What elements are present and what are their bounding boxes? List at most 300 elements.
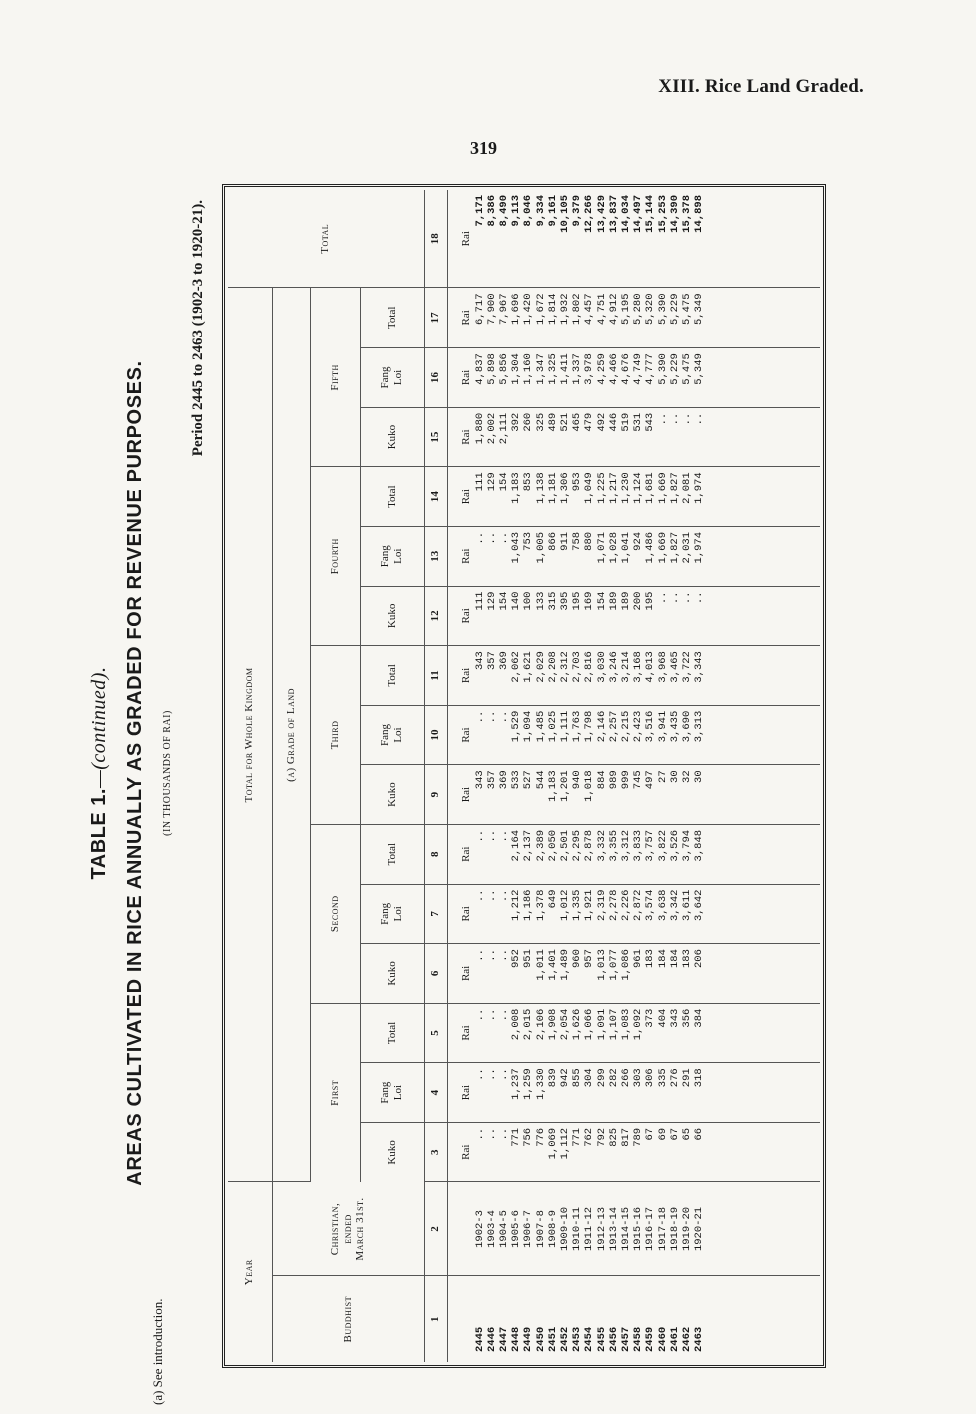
- table-cell: ..: [498, 710, 511, 724]
- table-cell: 1,028: [607, 531, 620, 564]
- page-number: 319: [470, 138, 497, 158]
- table-cell: 2452: [559, 1326, 572, 1352]
- table-cell: 1,798: [583, 710, 596, 743]
- table-cell: 3,168: [632, 651, 645, 683]
- table-cell: 140: [510, 591, 523, 611]
- table-cell: 2449: [522, 1326, 535, 1352]
- header-total-kingdom: Total for Whole Kingdom: [228, 288, 272, 1182]
- table-cell: 9,334: [534, 195, 547, 227]
- table-cell: ..: [485, 1068, 498, 1081]
- table-cell: 1,083: [620, 1008, 633, 1041]
- unit-label: Rai: [447, 1063, 472, 1123]
- unit-label: Rai: [447, 824, 472, 884]
- table-cell: 792: [595, 1127, 608, 1147]
- table-cell: 756: [522, 1127, 535, 1147]
- table-cell: 1,330: [534, 1068, 547, 1100]
- table-cell: ..: [498, 949, 511, 962]
- fang-loi-line2: Loi: [392, 906, 404, 922]
- column-second-fang: [472, 884, 820, 944]
- table-cell: 3,332: [595, 829, 608, 862]
- table-cell: 2,002: [485, 412, 498, 445]
- table-cell: 2456: [607, 1326, 620, 1352]
- header-fifth-kuko: Kuko: [360, 407, 424, 467]
- unit-label: Rai: [447, 467, 472, 527]
- table-cell: 2,029: [534, 651, 547, 683]
- unit-label: Rai: [447, 1122, 472, 1182]
- table-cell: 2,081: [681, 472, 694, 504]
- table-cell: 1,306: [559, 472, 572, 504]
- table-cell: 9,379: [571, 195, 584, 227]
- fang-loi-line1: Fang: [379, 902, 392, 925]
- table-cell: 6,717: [473, 293, 486, 326]
- column-first-fang: [472, 1063, 820, 1123]
- table-cell: 1,071: [595, 531, 608, 564]
- table-cell: 1,183: [546, 770, 559, 802]
- table-cell: 2,389: [534, 829, 547, 862]
- table-cell: 1,880: [473, 412, 486, 445]
- footnote: (a) See introduction.: [150, 1298, 165, 1405]
- column-first-total: [472, 1003, 820, 1063]
- table-cell: 3,611: [681, 889, 694, 922]
- table-cell: 2462: [681, 1326, 694, 1352]
- table-cell: 3,343: [693, 651, 706, 683]
- table-cell: 1904-5: [498, 1210, 511, 1248]
- table-cell: 5,898: [485, 353, 498, 385]
- table-cell: 1,041: [620, 531, 633, 564]
- column-fourth-fang: [472, 526, 820, 586]
- table-cell: 2,278: [607, 889, 620, 922]
- table-cell: 2,106: [534, 1008, 547, 1041]
- table-cell: 3,214: [620, 651, 633, 683]
- header-year: Year: [228, 1182, 272, 1362]
- table-cell: 1,489: [559, 949, 572, 981]
- table-cell: 3,574: [644, 889, 657, 922]
- table-cell: 1,259: [522, 1068, 535, 1100]
- table-cell: ..: [485, 889, 498, 903]
- table-cell: 1,827: [668, 531, 681, 564]
- table-cell: 1,212: [510, 889, 523, 922]
- table-cell: ..: [498, 1008, 511, 1022]
- table-cell: 1,908: [546, 1008, 559, 1041]
- table-cell: 5,349: [693, 293, 706, 326]
- column-third-total: [472, 646, 820, 706]
- table-cell: 924: [632, 531, 645, 551]
- table-cell: 66: [693, 1127, 706, 1141]
- table-cell: 3,822: [656, 829, 669, 862]
- unit-label: Rai: [447, 190, 472, 288]
- header-third-total: Total: [360, 646, 424, 706]
- unit-label: Rai: [447, 1003, 472, 1063]
- table-cell: 2450: [534, 1326, 547, 1352]
- table-cell: 260: [522, 412, 535, 432]
- table-cell: 4,259: [595, 353, 608, 385]
- table-cell: 14,898: [693, 195, 706, 233]
- table-cell: 1,921: [583, 889, 596, 922]
- table-cell: 266: [620, 1068, 633, 1088]
- table-cell: 4,676: [620, 353, 633, 385]
- table-cell: 952: [510, 949, 523, 969]
- running-head: XIII. Rice Land Graded.: [658, 76, 864, 97]
- header-christian-l1: Christian,: [329, 1202, 342, 1256]
- table-cell: 789: [632, 1127, 645, 1147]
- table-cell: 2,319: [595, 889, 608, 922]
- header-third: Third: [310, 646, 360, 825]
- table-cell: 961: [632, 949, 645, 969]
- table-cell: 1,237: [510, 1068, 523, 1100]
- header-christian-l2: ended: [341, 1214, 354, 1244]
- fang-loi-line1: Fang: [379, 1081, 392, 1104]
- table-cell: 2451: [546, 1326, 559, 1352]
- table-cell: 315: [546, 591, 559, 611]
- table-cell: ..: [498, 531, 511, 545]
- table-cell: 911: [559, 531, 572, 551]
- header-second: Second: [310, 824, 360, 1003]
- table-cell: 1,043: [510, 531, 523, 564]
- table-cell: 1,827: [668, 472, 681, 504]
- table-cell: 1,802: [571, 293, 584, 326]
- header-buddhist: Buddhist: [272, 1276, 424, 1362]
- column-number: 12: [424, 586, 447, 646]
- table-cell: 1,485: [534, 710, 547, 743]
- table-cell: 1909-10: [559, 1206, 572, 1252]
- table-cell: 67: [668, 1127, 681, 1141]
- table-cell: 2459: [644, 1326, 657, 1352]
- table-cell: ..: [485, 710, 498, 724]
- table-cell: ..: [485, 829, 498, 843]
- table-cell: 8,490: [498, 195, 511, 227]
- table-cell: ..: [485, 1008, 498, 1022]
- table-cell: 343: [473, 651, 486, 671]
- table-cell: 2453: [571, 1326, 584, 1352]
- table-cell: 7,171: [473, 195, 486, 227]
- column-third-kuko: [472, 765, 820, 825]
- table-cell: 291: [681, 1068, 694, 1088]
- table-cell: 1,183: [510, 472, 523, 504]
- table-cell: 2,878: [583, 829, 596, 862]
- table-cell: ..: [693, 591, 706, 605]
- table-cell: 3,848: [693, 829, 706, 862]
- table-cell: 2,226: [620, 889, 633, 922]
- table-cell: 2448: [510, 1326, 523, 1352]
- table-cell: 3,794: [681, 829, 694, 862]
- table-cell: 989: [607, 770, 620, 790]
- header-grand-total: Total: [228, 190, 424, 288]
- column-number: 6: [424, 944, 447, 1004]
- table-cell: 1908-9: [546, 1210, 559, 1248]
- table-cell: 2,031: [681, 531, 694, 564]
- table-cell: 3,978: [583, 353, 596, 385]
- table-cell: 771: [571, 1127, 584, 1147]
- table-cell: 2460: [656, 1326, 669, 1352]
- table-cell: 531: [632, 412, 645, 432]
- unit-label: Rai: [447, 348, 472, 408]
- table-cell: 395: [559, 591, 572, 611]
- table-cell: 1906-7: [522, 1210, 535, 1248]
- table-cell: 1,304: [510, 353, 523, 385]
- table-cell: ..: [681, 412, 694, 426]
- table-cell: 32: [681, 770, 694, 783]
- table-cell: 758: [571, 531, 584, 551]
- header-second-fang-loi: [360, 884, 424, 944]
- table-cell: 2,423: [632, 710, 645, 743]
- column-number: 10: [424, 705, 447, 765]
- table-cell: 1,626: [571, 1008, 584, 1041]
- column-number: 8: [424, 824, 447, 884]
- table-cell: 154: [498, 591, 511, 611]
- table-cell: 154: [498, 472, 511, 492]
- table-cell: 9,161: [546, 195, 559, 227]
- rotated-table-block: [88, 178, 828, 1368]
- column-christian: [472, 1182, 820, 1276]
- table-cell: 3,642: [693, 889, 706, 922]
- header-grade-of-land: (a) Grade of Land: [272, 288, 310, 1182]
- table-cell: 1,107: [607, 1008, 620, 1041]
- table-cell: 2463: [693, 1326, 706, 1352]
- unit-blank: [447, 1182, 472, 1276]
- table-cell: 3,465: [668, 651, 681, 683]
- unit-label: Rai: [447, 944, 472, 1004]
- table-cell: 2455: [595, 1326, 608, 1352]
- fang-loi-line1: Fang: [379, 545, 392, 568]
- table-cell: 3,722: [681, 651, 694, 683]
- table-cell: 1916-17: [644, 1206, 657, 1252]
- table-cell: 1,012: [559, 889, 572, 922]
- table-cell: 189: [607, 591, 620, 611]
- table-cell: 4,013: [644, 651, 657, 683]
- table-cell: 839: [546, 1068, 559, 1088]
- table-cell: 14,497: [632, 195, 645, 233]
- table-cell: 940: [571, 770, 584, 790]
- table-units: (IN THOUSANDS OF RAI): [162, 710, 173, 836]
- header-third-fang-loi: [360, 705, 424, 765]
- table-cell: 880: [583, 531, 596, 551]
- table-cell: 3,435: [668, 710, 681, 743]
- table-cell: 5,195: [620, 293, 633, 326]
- table-cell: ..: [473, 1068, 486, 1081]
- header-fifth-total: Total: [360, 288, 424, 348]
- table-cell: 951: [522, 949, 535, 969]
- table-cell: 5,229: [668, 353, 681, 385]
- table-cell: 111: [473, 472, 486, 492]
- table-cell: 953: [571, 472, 584, 492]
- table-cell: 519: [620, 412, 633, 432]
- table-cell: 4,466: [607, 353, 620, 385]
- header-first: First: [310, 1003, 360, 1182]
- table-cell: 2,146: [595, 710, 608, 743]
- table-cell: 200: [632, 591, 645, 611]
- table-cell: ..: [473, 889, 486, 903]
- table-cell: 489: [546, 412, 559, 432]
- table-cell: 129: [485, 591, 498, 611]
- table-cell: 12,266: [583, 195, 596, 233]
- table-cell: 2454: [583, 1326, 596, 1352]
- table-cell: 2,703: [571, 651, 584, 683]
- table-cell: 1,696: [510, 293, 523, 326]
- table-cell: 1,217: [607, 472, 620, 504]
- table-cell: 4,751: [595, 293, 608, 326]
- table-period: Period 2445 to 2463 (1902-3 to 1920-21).: [190, 200, 206, 457]
- table-cell: 4,837: [473, 353, 486, 385]
- table-cell: ..: [485, 1127, 498, 1141]
- table-cell: 183: [644, 949, 657, 969]
- table-cell: 3,355: [607, 829, 620, 862]
- table-cell: 384: [693, 1008, 706, 1028]
- table-cell: ..: [693, 412, 706, 426]
- table-cell: 4,912: [607, 293, 620, 326]
- table-cell: 2457: [620, 1326, 633, 1352]
- table-cell: 369: [498, 770, 511, 790]
- table-cell: 1,681: [644, 472, 657, 504]
- table-cell: 1903-4: [485, 1210, 498, 1248]
- table-cell: 5,475: [681, 353, 694, 385]
- table-cell: ..: [498, 889, 511, 903]
- table-cell: 2,015: [522, 1008, 535, 1041]
- table-cell: 1,092: [632, 1008, 645, 1041]
- table-cell: 745: [632, 770, 645, 790]
- unit-label: Rai: [447, 288, 472, 348]
- column-number: 14: [424, 467, 447, 527]
- table-cell: 1,378: [534, 889, 547, 922]
- table-continued: —(continued).: [88, 666, 110, 789]
- table-cell: 65: [681, 1127, 694, 1141]
- table-cell: ..: [656, 412, 669, 426]
- table-cell: 5,856: [498, 353, 511, 385]
- column-number: 13: [424, 526, 447, 586]
- table-cell: 67: [644, 1127, 657, 1141]
- table-cell: 5,390: [656, 293, 669, 326]
- table-cell: 5,229: [668, 293, 681, 326]
- table-cell: 276: [668, 1068, 681, 1088]
- table-cell: 544: [534, 770, 547, 790]
- table-cell: 1,335: [571, 889, 584, 922]
- table-cell: 304: [583, 1068, 596, 1088]
- table-cell: 184: [656, 949, 669, 969]
- table-cell: ..: [485, 949, 498, 962]
- table-cell: 1,621: [522, 651, 535, 683]
- table-cell: 3,313: [693, 710, 706, 743]
- column-number: 7: [424, 884, 447, 944]
- table-cell: 3,030: [595, 651, 608, 683]
- table-cell: 4,777: [644, 353, 657, 385]
- column-number: 18: [424, 190, 447, 288]
- table-cell: 404: [656, 1008, 669, 1028]
- table-cell: 154: [595, 591, 608, 611]
- table-cell: 15,144: [644, 195, 657, 233]
- table-cell: 206: [693, 949, 706, 969]
- table-cell: 15,378: [681, 195, 694, 233]
- rice-land-table: [222, 184, 826, 1368]
- table-cell: ..: [473, 829, 486, 843]
- table-cell: 762: [583, 1127, 596, 1147]
- table-cell: 9,113: [510, 195, 523, 227]
- table-cell: 1,086: [620, 949, 633, 981]
- header-fourth-fang-loi: [360, 526, 424, 586]
- table-cell: 2,111: [498, 412, 511, 445]
- table-cell: ..: [473, 1127, 486, 1141]
- header-christian: [272, 1182, 424, 1276]
- table-cell: 1,763: [571, 710, 584, 743]
- table-cell: 356: [681, 1008, 694, 1028]
- table-cell: 1,094: [522, 710, 535, 743]
- table-cell: 2458: [632, 1326, 645, 1352]
- unit-label: Rai: [447, 646, 472, 706]
- table-cell: 1,669: [656, 472, 669, 504]
- column-second-total: [472, 824, 820, 884]
- table-cell: 357: [485, 770, 498, 790]
- table-cell: 825: [607, 1127, 620, 1147]
- table-cell: 884: [595, 770, 608, 790]
- table-cell: 521: [559, 412, 572, 432]
- table-cell: 1907-8: [534, 1210, 547, 1248]
- table-cell: 2,312: [559, 651, 572, 683]
- table-cell: 1912-13: [595, 1206, 608, 1252]
- table-cell: 1,814: [546, 293, 559, 326]
- table-cell: 1,069: [546, 1127, 559, 1160]
- table-cell: 15,253: [656, 195, 669, 233]
- table-cell: 10,105: [559, 195, 572, 233]
- header-fourth: Fourth: [310, 467, 360, 646]
- table-cell: 1,181: [546, 472, 559, 504]
- column-first-kuko: [472, 1122, 820, 1182]
- table-cell: 111: [473, 591, 486, 611]
- table-cell: 771: [510, 1127, 523, 1147]
- column-number: 3: [424, 1122, 447, 1182]
- table-cell: ..: [498, 829, 511, 843]
- table-cell: 325: [534, 412, 547, 432]
- table-cell: 1,186: [522, 889, 535, 922]
- table-cell: 3,941: [656, 710, 669, 743]
- table-cell: 357: [485, 651, 498, 671]
- table-cell: 1913-14: [607, 1206, 620, 1252]
- table-title: [88, 178, 111, 1368]
- table-cell: 7,967: [498, 293, 511, 326]
- table-cell: 1,411: [559, 353, 572, 385]
- column-fifth-kuko: [472, 407, 820, 467]
- table-cell: 960: [571, 949, 584, 969]
- table-cell: 195: [571, 591, 584, 611]
- unit-label: Rai: [447, 526, 472, 586]
- table-cell: 183: [681, 949, 694, 969]
- table-cell: 373: [644, 1008, 657, 1028]
- table-cell: 4,457: [583, 293, 596, 326]
- table-cell: 1902-3: [473, 1210, 486, 1248]
- table-cell: 13,837: [607, 195, 620, 233]
- table-cell: 1,005: [534, 531, 547, 564]
- table-cell: 1,230: [620, 472, 633, 504]
- table-cell: 543: [644, 412, 657, 432]
- header-fourth-kuko: Kuko: [360, 586, 424, 646]
- column-fourth-kuko: [472, 586, 820, 646]
- table-cell: 497: [644, 770, 657, 790]
- table-cell: 195: [644, 591, 657, 611]
- table-cell: 1,077: [607, 949, 620, 981]
- table-cell: 8,046: [522, 195, 535, 227]
- header-first-kuko: Kuko: [360, 1122, 424, 1182]
- table-cell: 1911-12: [583, 1206, 596, 1252]
- table-cell: 7,900: [485, 293, 498, 326]
- table-cell: ..: [473, 949, 486, 962]
- table-cell: 3,690: [681, 710, 694, 743]
- table-cell: 129: [485, 472, 498, 492]
- table-cell: 5,475: [681, 293, 694, 326]
- table-cell: 2,054: [559, 1008, 572, 1041]
- table-cell: ..: [681, 591, 694, 605]
- table-cell: 306: [644, 1068, 657, 1088]
- header-third-kuko: Kuko: [360, 765, 424, 825]
- column-second-kuko: [472, 944, 820, 1004]
- table-cell: 1,347: [534, 353, 547, 385]
- table-cell: 1,486: [644, 531, 657, 564]
